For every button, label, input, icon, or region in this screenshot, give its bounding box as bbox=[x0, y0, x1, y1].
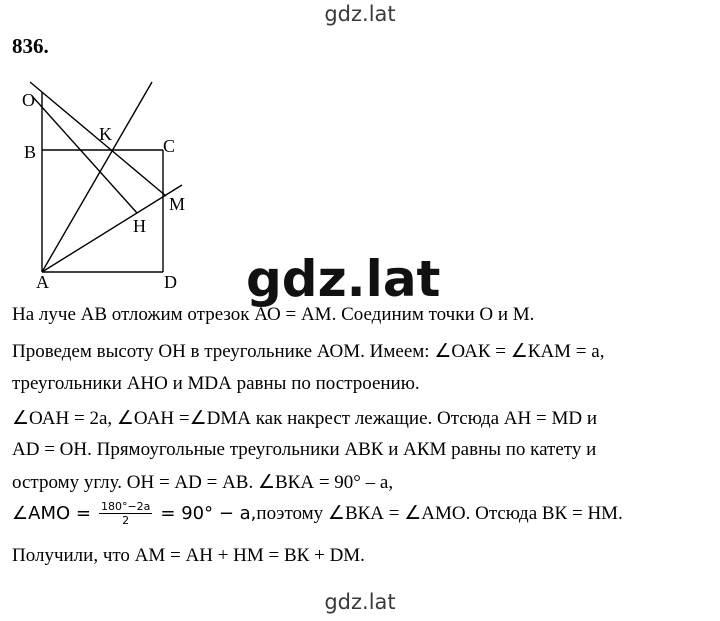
geometry-figure bbox=[0, 70, 230, 300]
label-b: B bbox=[24, 142, 37, 162]
fraction-numerator: 180°−2a bbox=[100, 500, 151, 513]
text-line-5: АD = ОН. Прямоугольные треугольники АВК и АКМ равны по катету и bbox=[12, 439, 597, 460]
line-om bbox=[30, 82, 166, 196]
line-ak bbox=[42, 82, 152, 272]
watermark-top: gdz.lat bbox=[324, 2, 396, 26]
formula-tail: поэтому ∠ВКА = ∠АМО. Отсюда ВК = НМ. bbox=[256, 503, 623, 524]
formula-fraction bbox=[99, 500, 152, 527]
text-line-1: На луче АВ отложим отрезок АО = АМ. Соединим точки О и М. bbox=[12, 304, 535, 325]
altitude-oh bbox=[32, 96, 137, 213]
text-line-4: ∠ОАН = 2а, ∠ОАН =∠DМА как накрест лежащие. Отсюда АН = МD и bbox=[12, 408, 597, 429]
fraction-denominator: 2 bbox=[122, 514, 130, 527]
watermark-bottom: gdz.lat bbox=[324, 590, 396, 614]
line-am bbox=[42, 185, 182, 272]
formula-lhs: ∠AMO = bbox=[12, 503, 91, 524]
label-h: H bbox=[133, 216, 146, 236]
text-line-last: Получили, что АМ = АН + НМ = ВК + DМ. bbox=[12, 545, 365, 566]
formula-rhs: = 90° − a, bbox=[160, 503, 257, 524]
label-d: D bbox=[164, 272, 177, 292]
problem-number: 836. bbox=[12, 34, 49, 58]
label-a: A bbox=[36, 272, 49, 292]
text-line-2: Проведем высоту ОН в треугольнике АОМ. Имеем: ∠ОАК = ∠КАМ = а, bbox=[12, 341, 605, 362]
text-line-6: острому углу. ОН = АD = АВ. ∠ВКА = 90° – а, bbox=[12, 472, 394, 493]
label-c: C bbox=[163, 136, 176, 156]
text-line-3: треугольники АНО и МDА равны по построению. bbox=[12, 373, 420, 394]
label-k: K bbox=[99, 124, 112, 144]
label-o: O bbox=[22, 90, 35, 110]
watermark-center: gdz.lat bbox=[246, 250, 441, 308]
label-m: M bbox=[169, 194, 186, 214]
formula-line bbox=[12, 500, 623, 527]
